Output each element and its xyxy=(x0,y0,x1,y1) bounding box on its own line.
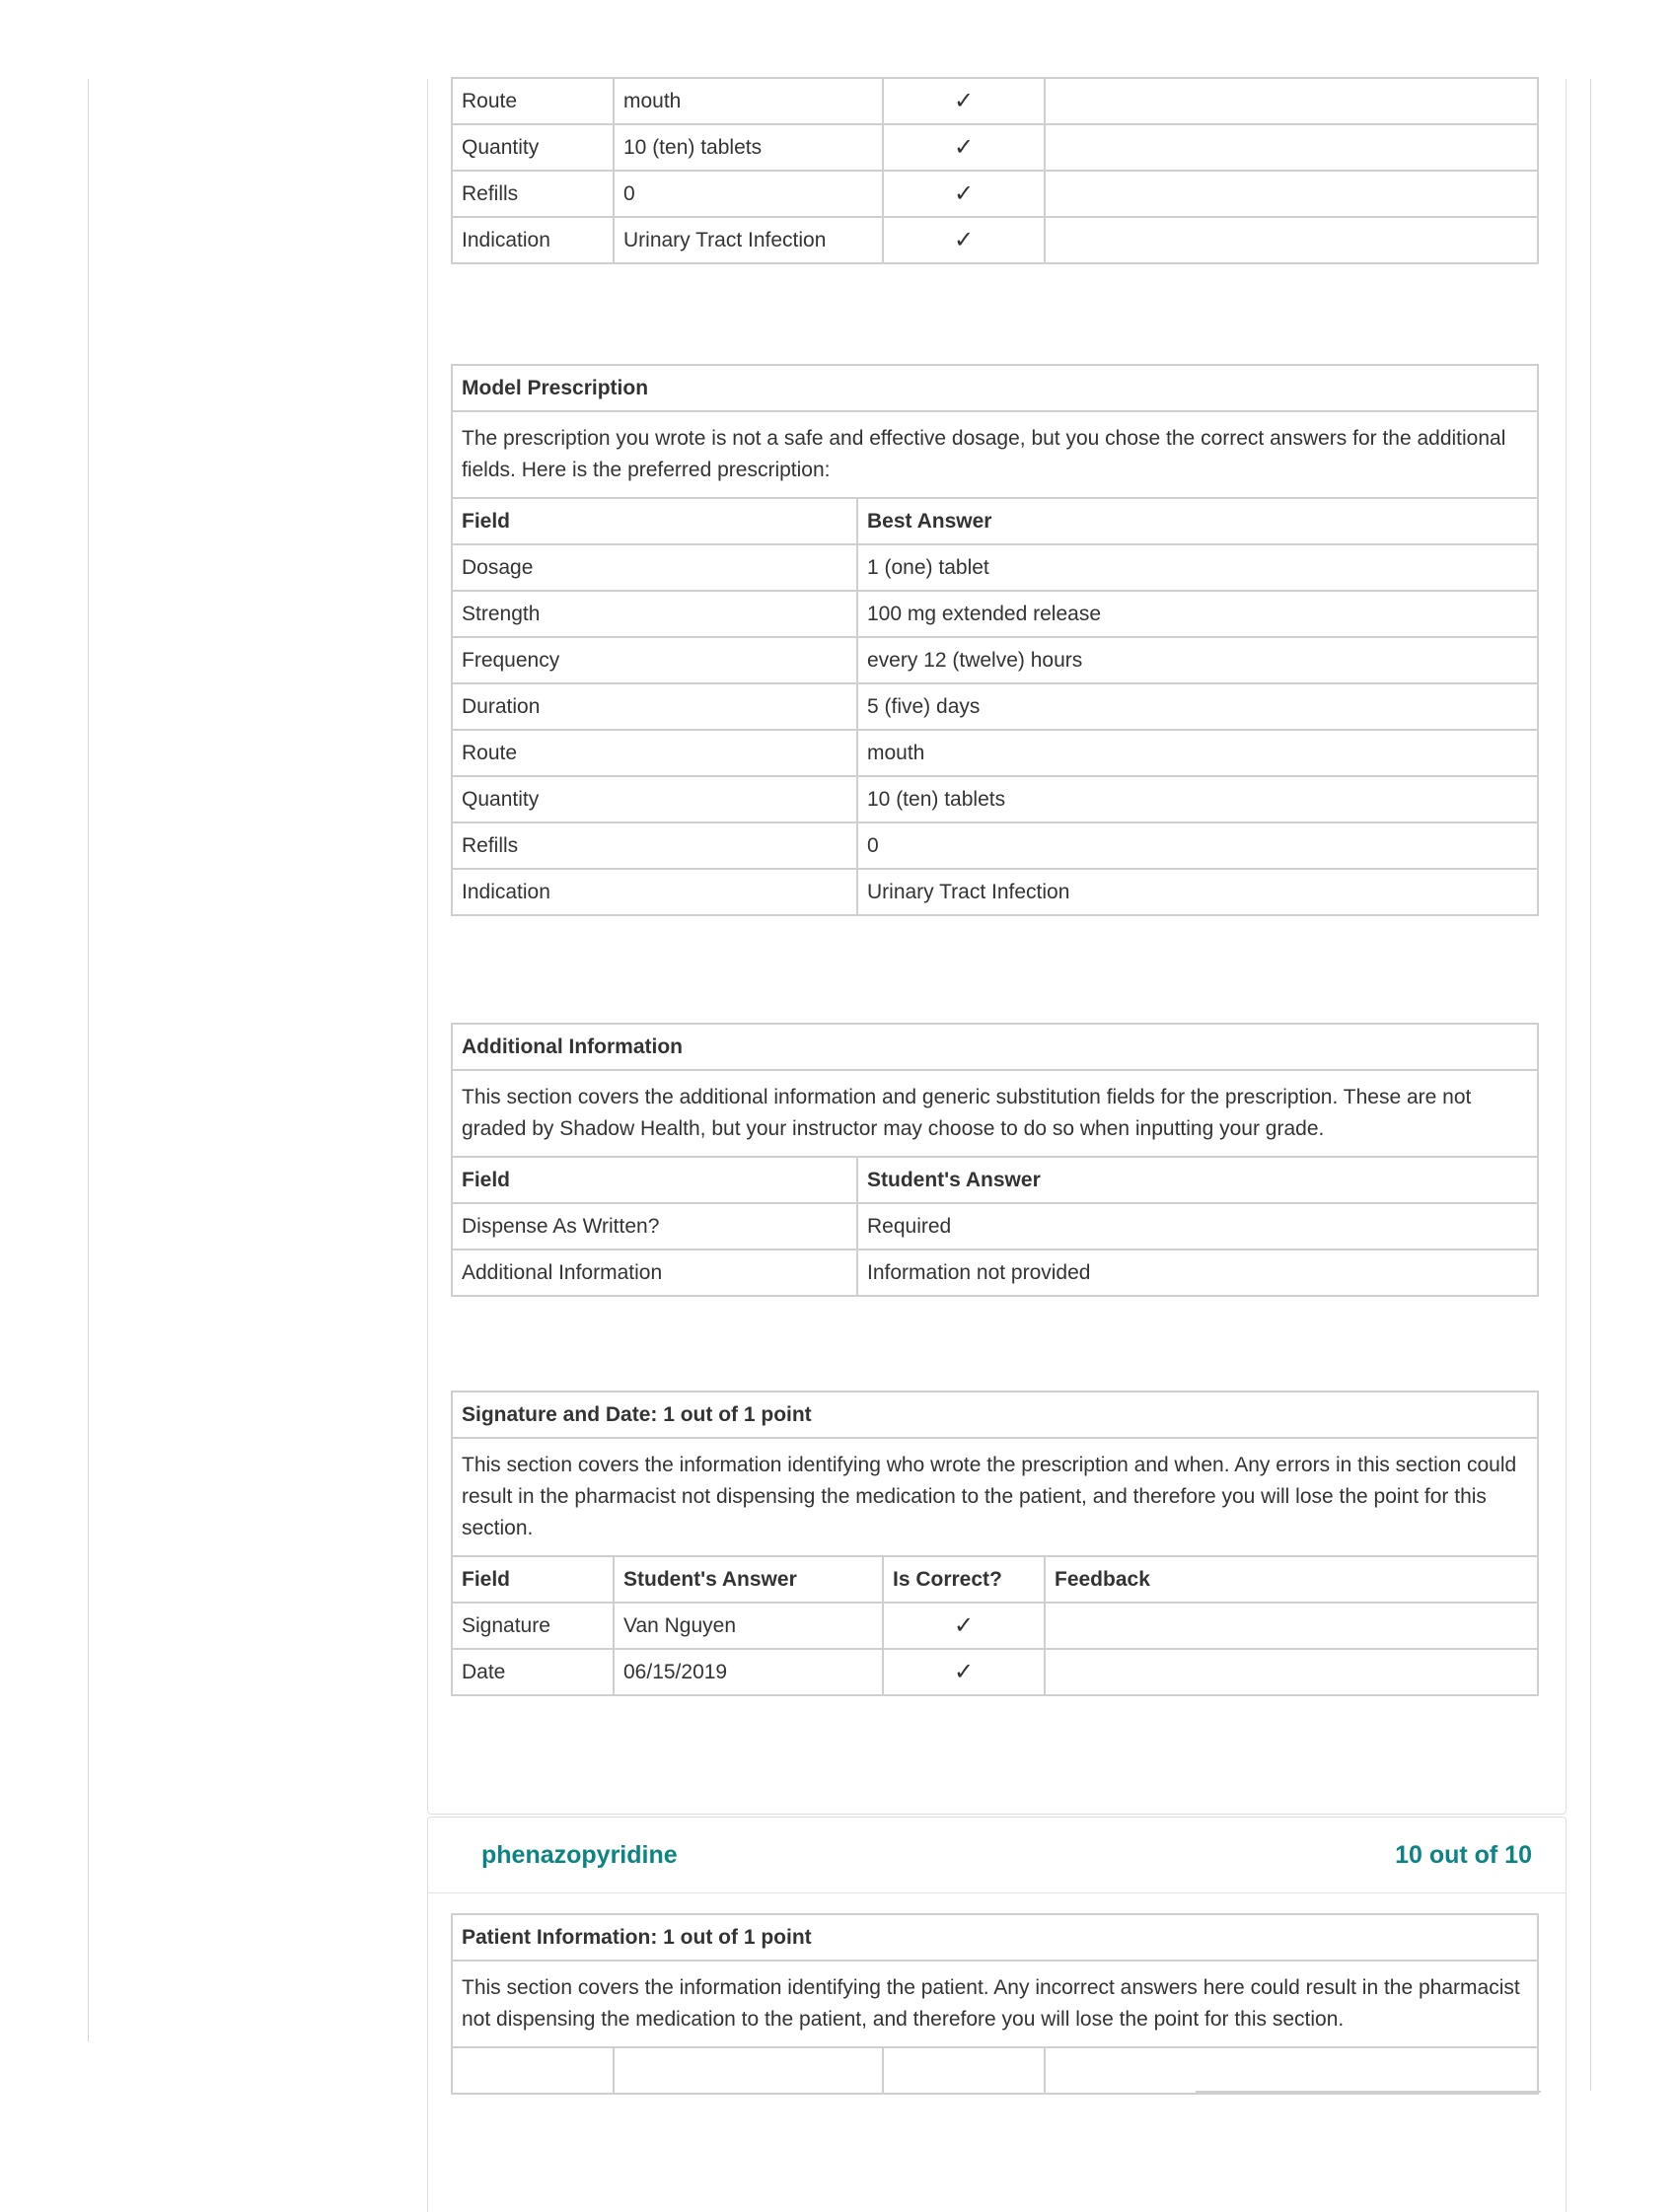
table-header-row xyxy=(452,498,1538,544)
column-header-is-correct: Is Correct? xyxy=(883,1556,1045,1603)
table-row xyxy=(452,1024,1538,1070)
table-row xyxy=(452,1603,1538,1649)
feedback-cell xyxy=(1045,124,1538,171)
table-row xyxy=(452,637,1538,683)
table-row xyxy=(452,1391,1538,1438)
table-row xyxy=(452,2047,1538,2094)
best-answer-cell: 0 xyxy=(857,822,1538,869)
field-cell: Additional Information xyxy=(452,1249,857,1296)
section-title: Patient Information: 1 out of 1 point xyxy=(452,1914,1538,1961)
field-cell: Refills xyxy=(452,822,857,869)
table-row xyxy=(452,544,1538,591)
field-cell: Indication xyxy=(452,217,614,263)
table-row xyxy=(452,1649,1538,1695)
drug-score: 10 out of 10 xyxy=(1395,1841,1532,1869)
table-row xyxy=(452,822,1538,869)
best-answer-cell: 10 (ten) tablets xyxy=(857,776,1538,822)
table-header-row xyxy=(452,1556,1538,1603)
column-header-field: Field xyxy=(452,1556,614,1603)
field-cell xyxy=(452,2047,614,2094)
page-right-border xyxy=(1590,79,1591,2091)
prescription-tail-table xyxy=(451,77,1539,264)
table-row xyxy=(452,1914,1538,1961)
field-cell: Signature xyxy=(452,1603,614,1649)
table-row xyxy=(452,217,1538,263)
table-row xyxy=(452,124,1538,171)
field-cell: Strength xyxy=(452,591,857,637)
best-answer-cell: 5 (five) days xyxy=(857,683,1538,730)
model-prescription-table xyxy=(451,364,1539,916)
table-header-row xyxy=(452,1157,1538,1203)
feedback-cell xyxy=(1045,2047,1538,2094)
table-row xyxy=(452,78,1538,124)
check-icon: ✓ xyxy=(883,1603,1045,1649)
table-row xyxy=(452,1438,1538,1556)
field-cell: Quantity xyxy=(452,124,614,171)
table-row xyxy=(452,1070,1538,1157)
feedback-cell xyxy=(1045,171,1538,217)
check-icon: ✓ xyxy=(883,217,1045,263)
column-header-student-answer: Student's Answer xyxy=(614,1556,883,1603)
answer-cell: Required xyxy=(857,1203,1538,1249)
column-header-field: Field xyxy=(452,1157,857,1203)
table-row xyxy=(452,730,1538,776)
divider xyxy=(1196,2091,1541,2093)
patient-information-table xyxy=(451,1913,1539,2095)
field-cell: Dosage xyxy=(452,544,857,591)
best-answer-cell: mouth xyxy=(857,730,1538,776)
table-row xyxy=(452,411,1538,498)
feedback-cell xyxy=(1045,1603,1538,1649)
answer-cell: Urinary Tract Infection xyxy=(614,217,883,263)
table-row xyxy=(452,1961,1538,2047)
check-icon: ✓ xyxy=(883,78,1045,124)
answer-cell: Van Nguyen xyxy=(614,1603,883,1649)
field-cell: Duration xyxy=(452,683,857,730)
answer-cell: Information not provided xyxy=(857,1249,1538,1296)
section-title: Model Prescription xyxy=(452,365,1538,411)
column-header-feedback: Feedback xyxy=(1045,1556,1538,1603)
field-cell: Date xyxy=(452,1649,614,1695)
page-left-border xyxy=(88,79,89,2041)
check-icon: ✓ xyxy=(883,124,1045,171)
section-title: Signature and Date: 1 out of 1 point xyxy=(452,1391,1538,1438)
table-row xyxy=(452,776,1538,822)
drug-header[interactable] xyxy=(428,1818,1566,1893)
check-icon: ✓ xyxy=(883,171,1045,217)
column-header-best-answer: Best Answer xyxy=(857,498,1538,544)
answer-cell: mouth xyxy=(614,78,883,124)
best-answer-cell: every 12 (twelve) hours xyxy=(857,637,1538,683)
table-row xyxy=(452,869,1538,915)
field-cell: Route xyxy=(452,730,857,776)
answer-cell: 0 xyxy=(614,171,883,217)
column-header-field: Field xyxy=(452,498,857,544)
feedback-cell xyxy=(1045,78,1538,124)
table-row xyxy=(452,171,1538,217)
field-cell: Frequency xyxy=(452,637,857,683)
feedback-cell xyxy=(1045,1649,1538,1695)
field-cell: Quantity xyxy=(452,776,857,822)
section-description: The prescription you wrote is not a safe and effective dosage, but you chose the correct answers for the additional fields. Here is the preferred prescription: xyxy=(452,411,1538,498)
answer-cell: 06/15/2019 xyxy=(614,1649,883,1695)
best-answer-cell: Urinary Tract Infection xyxy=(857,869,1538,915)
check-icon: ✓ xyxy=(883,1649,1045,1695)
section-description: This section covers the information identifying who wrote the prescription and when. Any errors in this section could result in the pharmacist not dispensing the medication to the patient, and therefore you will lose the point for this section. xyxy=(452,1438,1538,1556)
table-row xyxy=(452,1249,1538,1296)
additional-information-table xyxy=(451,1023,1539,1297)
signature-date-table xyxy=(451,1391,1539,1696)
field-cell: Indication xyxy=(452,869,857,915)
table-row xyxy=(452,591,1538,637)
field-cell: Dispense As Written? xyxy=(452,1203,857,1249)
correct-cell xyxy=(883,2047,1045,2094)
column-header-student-answer: Student's Answer xyxy=(857,1157,1538,1203)
feedback-cell xyxy=(1045,217,1538,263)
section-description: This section covers the additional information and generic substitution fields for the prescription. These are not graded by Shadow Health, but your instructor may choose to do so when inputting your grade. xyxy=(452,1070,1538,1157)
table-row xyxy=(452,1203,1538,1249)
answer-cell xyxy=(614,2047,883,2094)
best-answer-cell: 100 mg extended release xyxy=(857,591,1538,637)
table-row xyxy=(452,365,1538,411)
best-answer-cell: 1 (one) tablet xyxy=(857,544,1538,591)
section-description: This section covers the information identifying the patient. Any incorrect answers here could result in the pharmacist not dispensing the medication to the patient, and therefore you will lose the point for this section. xyxy=(452,1961,1538,2047)
field-cell: Refills xyxy=(452,171,614,217)
drug-name: phenazopyridine xyxy=(481,1841,678,1869)
section-title: Additional Information xyxy=(452,1024,1538,1070)
answer-cell: 10 (ten) tablets xyxy=(614,124,883,171)
table-row xyxy=(452,683,1538,730)
field-cell: Route xyxy=(452,78,614,124)
